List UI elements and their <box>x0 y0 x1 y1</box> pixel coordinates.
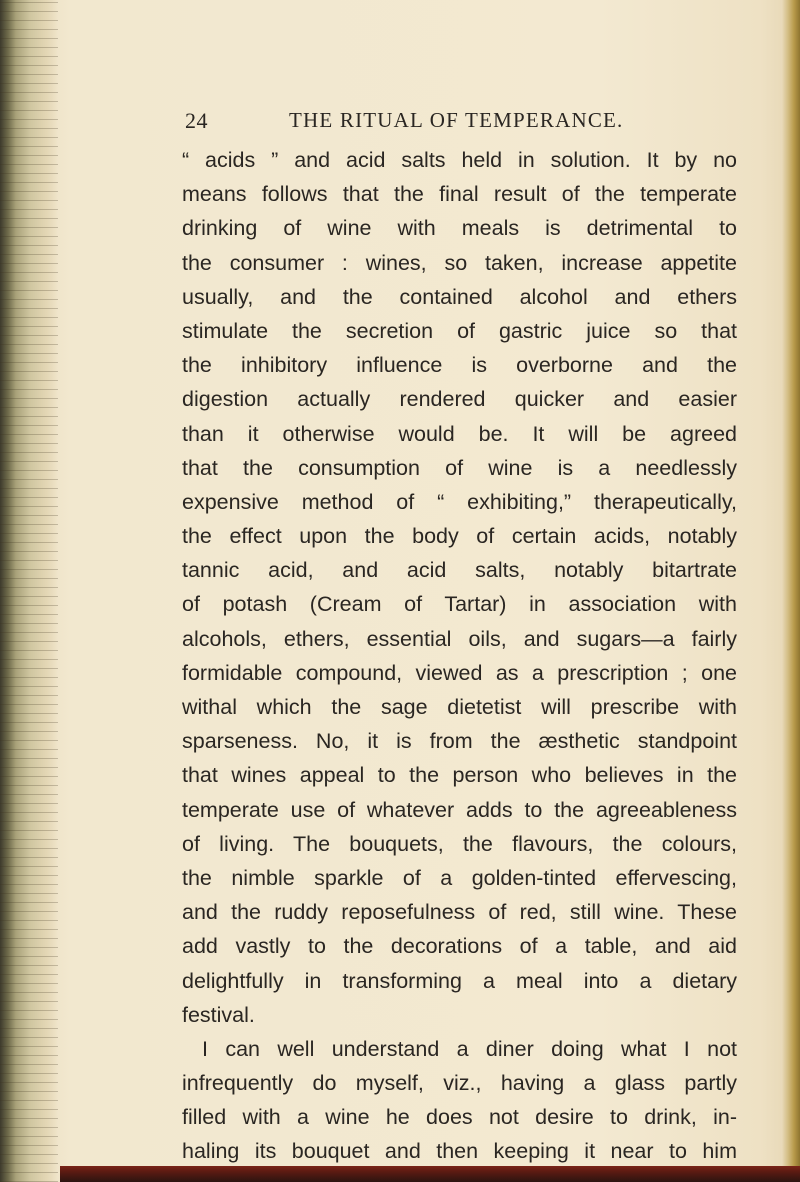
text-line: formidable compound, viewed as a prescription ; one <box>182 660 737 685</box>
running-title: THE RITUAL OF TEMPERANCE. <box>289 108 624 132</box>
paragraph <box>182 143 737 1032</box>
text-line: temperate use of whatever adds to the agreeableness <box>182 797 737 822</box>
page-number: 24 <box>185 108 208 133</box>
text-line: that wines appeal to the person who believes in the <box>182 763 737 788</box>
running-head <box>185 108 745 138</box>
text-line: the effect upon the body of certain acids, notably <box>182 524 737 549</box>
text-line: infrequently do myself, viz., having a glass partly <box>182 1071 737 1096</box>
text-line: add vastly to the decorations of a table, and aid <box>182 934 737 959</box>
text-line: “ acids ” and acid salts held in solution. It by no <box>182 148 737 172</box>
text-line: festival. <box>182 1002 255 1027</box>
text-line: I can well understand a diner doing what I not <box>202 1036 737 1061</box>
text-line: digestion actually rendered quicker and easier <box>182 387 737 412</box>
text-line: filled with a wine he does not desire to drink, in- <box>182 1105 737 1130</box>
text-line: usually, and the contained alcohol and ethers <box>182 284 737 309</box>
text-line: and the ruddy reposefulness of red, still wine. These <box>182 900 737 925</box>
text-line: stimulate the secretion of gastric juice so that <box>182 318 737 343</box>
text-line: expensive method of “ exhibiting,” therapeutically, <box>182 489 737 514</box>
paragraph <box>182 1032 737 1169</box>
page-fore-edge <box>782 0 800 1182</box>
text-line: drinking of wine with meals is detrimental to <box>182 216 737 241</box>
text-line: than it otherwise would be. It will be agreed <box>182 421 737 446</box>
text-line: tannic acid, and acid salts, notably bitartrate <box>182 558 737 583</box>
text-line: alcohols, ethers, essential oils, and sugars—a fairly <box>182 626 737 651</box>
text-line: the nimble sparkle of a golden-tinted effervescing, <box>182 865 737 890</box>
text-line: sparseness. No, it is from the æsthetic standpoint <box>182 729 737 754</box>
text-line: haling its bouquet and then keeping it near to him <box>182 1139 737 1164</box>
text-line: of living. The bouquets, the flavours, the colours, <box>182 831 737 856</box>
text-line: delightfully in transforming a meal into a dietary <box>182 968 737 993</box>
body-text <box>182 143 737 1169</box>
text-line: means follows that the final result of the temperate <box>182 182 737 207</box>
text-line: of potash (Cream of Tartar) in association with <box>182 592 737 617</box>
page-gutter-edge <box>0 0 58 1182</box>
text-line: withal which the sage dietetist will prescribe with <box>182 695 737 719</box>
text-line: that the consumption of wine is a needlessly <box>182 455 737 480</box>
text-line: the inhibitory influence is overborne and the <box>182 353 737 378</box>
text-line: the consumer : wines, so taken, increase appetite <box>182 250 737 275</box>
